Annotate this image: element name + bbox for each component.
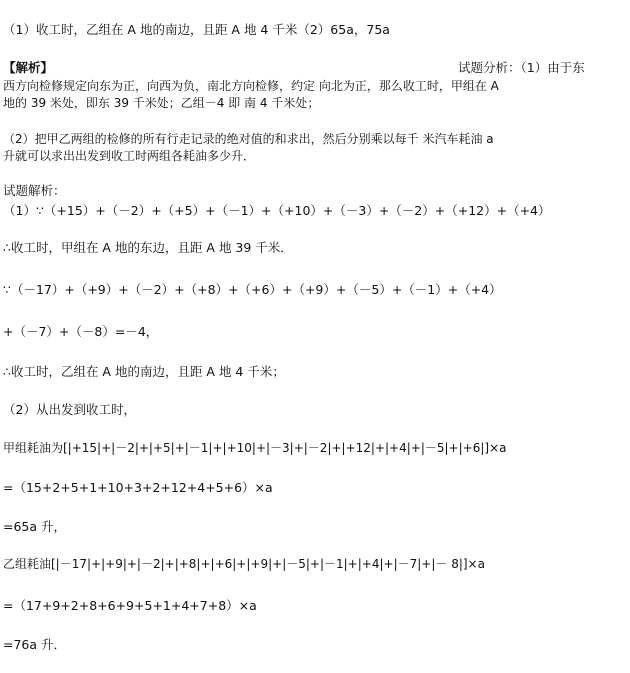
solution-line-3: ∵（－17）+（+9）+（－2）+（+8）+（+6）+（+9）+（－5）+（－1）+（+4） bbox=[3, 282, 502, 297]
analysis-header: 【解析】 bbox=[3, 60, 54, 75]
analysis-paragraph-2-line-2: 升就可以求出出发到收工时两组各耗油多少升． bbox=[3, 149, 256, 163]
solution-line-11: =（17+9+2+8+6+9+5+1+4+7+8）×a bbox=[3, 598, 257, 613]
solution-line-9: =65a 升， bbox=[3, 519, 67, 534]
solution-line-10: 乙组耗油[|－17|+|+9|+|－2|+|+8|+|+6|+|+9|+|－5|+|－1|+|+4|+|－7|+|－ 8|]×a bbox=[3, 557, 485, 571]
solution-line-5: ∴收工时，乙组在 A 地的南边，且距 A 地 4 千米； bbox=[3, 364, 285, 379]
solution-line-7: 甲组耗油为[|+15|+|－2|+|+5|+|－1|+|+10|+|－3|+|－2|+|+12|+|+4|+|－5|+|+6|]×a bbox=[3, 441, 507, 455]
analysis-paragraph-1-line-1: 西方向检修规定向东为正，向西为负，南北方向检修，约定 向北为正，那么收工时，甲组在 A bbox=[3, 79, 499, 93]
analysis-lead: 试题分析：（1）由于东 bbox=[458, 60, 585, 75]
solution-line-1: （1）∵（+15）+（－2）+（+5）+（－1）+（+10）+（－3）+（－2）+（+12）+（+4） bbox=[3, 203, 551, 218]
solution-line-12: =76a 升． bbox=[3, 637, 67, 652]
solution-header: 试题解析： bbox=[3, 183, 66, 198]
solution-line-4: +（－7）+（－8）=－4， bbox=[3, 324, 159, 339]
analysis-paragraph-2-line-1: （2）把甲乙两组的检修的所有行走记录的绝对值的和求出，然后分别乘以每千 米汽车耗油 a bbox=[3, 132, 494, 146]
answer-line: （1）收工时，乙组在 A 地的南边，且距 A 地 4 千米（2）65a，75a bbox=[3, 22, 390, 37]
analysis-paragraph-1-line-2: 地的 39 米处，即东 39 千米处；乙组－4 即 南 4 千米处； bbox=[3, 96, 320, 110]
solution-line-2: ∴收工时，甲组在 A 地的东边，且距 A 地 39 千米． bbox=[3, 240, 293, 255]
solution-line-8: =（15+2+5+1+10+3+2+12+4+5+6）×a bbox=[3, 480, 273, 495]
solution-line-6: （2）从出发到收工时， bbox=[3, 402, 136, 417]
